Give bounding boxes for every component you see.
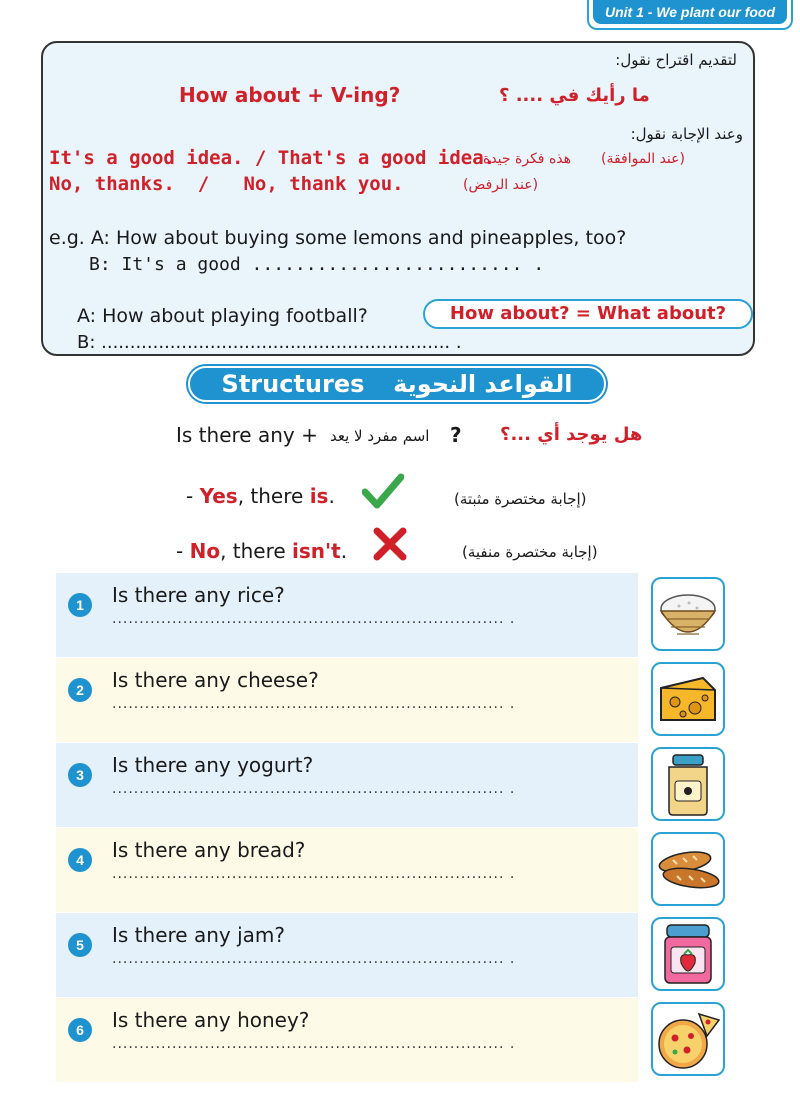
accept-arabic: هذه فكرة جيدة	[483, 151, 572, 167]
cheese-icon	[651, 662, 725, 736]
yogurt-jar-icon	[651, 747, 725, 821]
yes-answer	[186, 484, 335, 508]
answer-line-6[interactable]: ........................................................................ .	[112, 1036, 516, 1052]
question-number-5: 5	[68, 933, 92, 957]
question-mark: ?	[450, 423, 462, 447]
no-period: .	[340, 539, 348, 563]
pattern-arabic: ما رأيك في .... ؟	[499, 85, 650, 106]
question-number-1: 1	[68, 593, 92, 617]
question-row-1	[56, 573, 638, 657]
question-text-2: Is there any cheese?	[112, 668, 319, 692]
rice-bowl-icon	[651, 577, 725, 651]
question-text-5: Is there any jam?	[112, 923, 285, 947]
jam-jar-icon	[651, 917, 725, 991]
bread-icon	[651, 832, 725, 906]
answer-line-4[interactable]: ........................................................................ .	[112, 866, 516, 882]
equivalence-pill: How about? = What about?	[423, 299, 753, 329]
suggestion-info-box	[41, 41, 755, 356]
question-number-4: 4	[68, 848, 92, 872]
unit-title: Unit 1 - We plant our food	[593, 0, 787, 24]
refuse-note: (عند الرفض)	[463, 177, 539, 193]
cross-mark-icon	[372, 526, 408, 562]
reply-intro: وعند الإجابة نقول:	[630, 125, 743, 143]
yes-mid: , there	[237, 484, 310, 508]
unit-header-tab	[587, 0, 793, 30]
question-text-4: Is there any bread?	[112, 838, 306, 862]
question-number-3: 3	[68, 763, 92, 787]
structures-banner	[188, 366, 606, 402]
no-dash: -	[176, 539, 190, 563]
question-row-2	[56, 658, 638, 742]
refuse-line: No, thanks. / No, thank you.	[49, 173, 404, 195]
question-pattern: Is there any +	[176, 423, 318, 447]
no-word: No	[189, 539, 221, 563]
answer-line-2[interactable]: ........................................................................ .	[112, 696, 516, 712]
example-b: B: It's a good ......................... .	[89, 254, 545, 275]
yes-dash: -	[186, 484, 200, 508]
yes-word: Yes	[199, 484, 238, 508]
practice-a: A: How about playing football?	[77, 305, 368, 327]
structures-title-ar: القواعد النحوية	[393, 370, 573, 398]
answer-line-5[interactable]: ........................................................................ .	[112, 951, 516, 967]
practice-b: B: ............................................................. .	[77, 332, 462, 353]
yes-end: is	[309, 484, 329, 508]
question-row-6	[56, 998, 638, 1082]
question-row-3	[56, 743, 638, 827]
question-number-2: 2	[68, 678, 92, 702]
no-end: isn't	[292, 539, 341, 563]
yes-period: .	[328, 484, 335, 508]
question-row-5	[56, 913, 638, 997]
pizza-icon	[651, 1002, 725, 1076]
structures-title-en: Structures	[221, 370, 365, 398]
accept-line: It's a good idea. / That's a good idea.	[49, 147, 496, 169]
question-text-3: Is there any yogurt?	[112, 753, 314, 777]
pattern-text: How about + V-ing?	[179, 83, 401, 107]
no-mid: , there	[220, 539, 293, 563]
question-number-6: 6	[68, 1018, 92, 1042]
no-note: (إجابة مختصرة منفية)	[462, 543, 598, 561]
yes-note: (إجابة مختصرة مثبتة)	[454, 490, 587, 508]
question-row-4	[56, 828, 638, 912]
example-a: e.g. A: How about buying some lemons and pineapples, too?	[49, 227, 627, 249]
question-text-6: Is there any honey?	[112, 1008, 310, 1032]
arabic-intro: لتقديم اقتراح نقول:	[615, 51, 737, 69]
question-arabic-note: اسم مفرد لا يعد	[330, 427, 430, 445]
answer-line-3[interactable]: ........................................................................ .	[112, 781, 516, 797]
question-text-1: Is there any rice?	[112, 583, 285, 607]
no-answer	[176, 539, 347, 563]
accept-note: (عند الموافقة)	[601, 151, 685, 167]
answer-line-1[interactable]: ........................................................................ .	[112, 611, 516, 627]
question-arabic: هل يوجد أي ...؟	[500, 424, 643, 445]
check-mark-icon	[362, 472, 404, 510]
